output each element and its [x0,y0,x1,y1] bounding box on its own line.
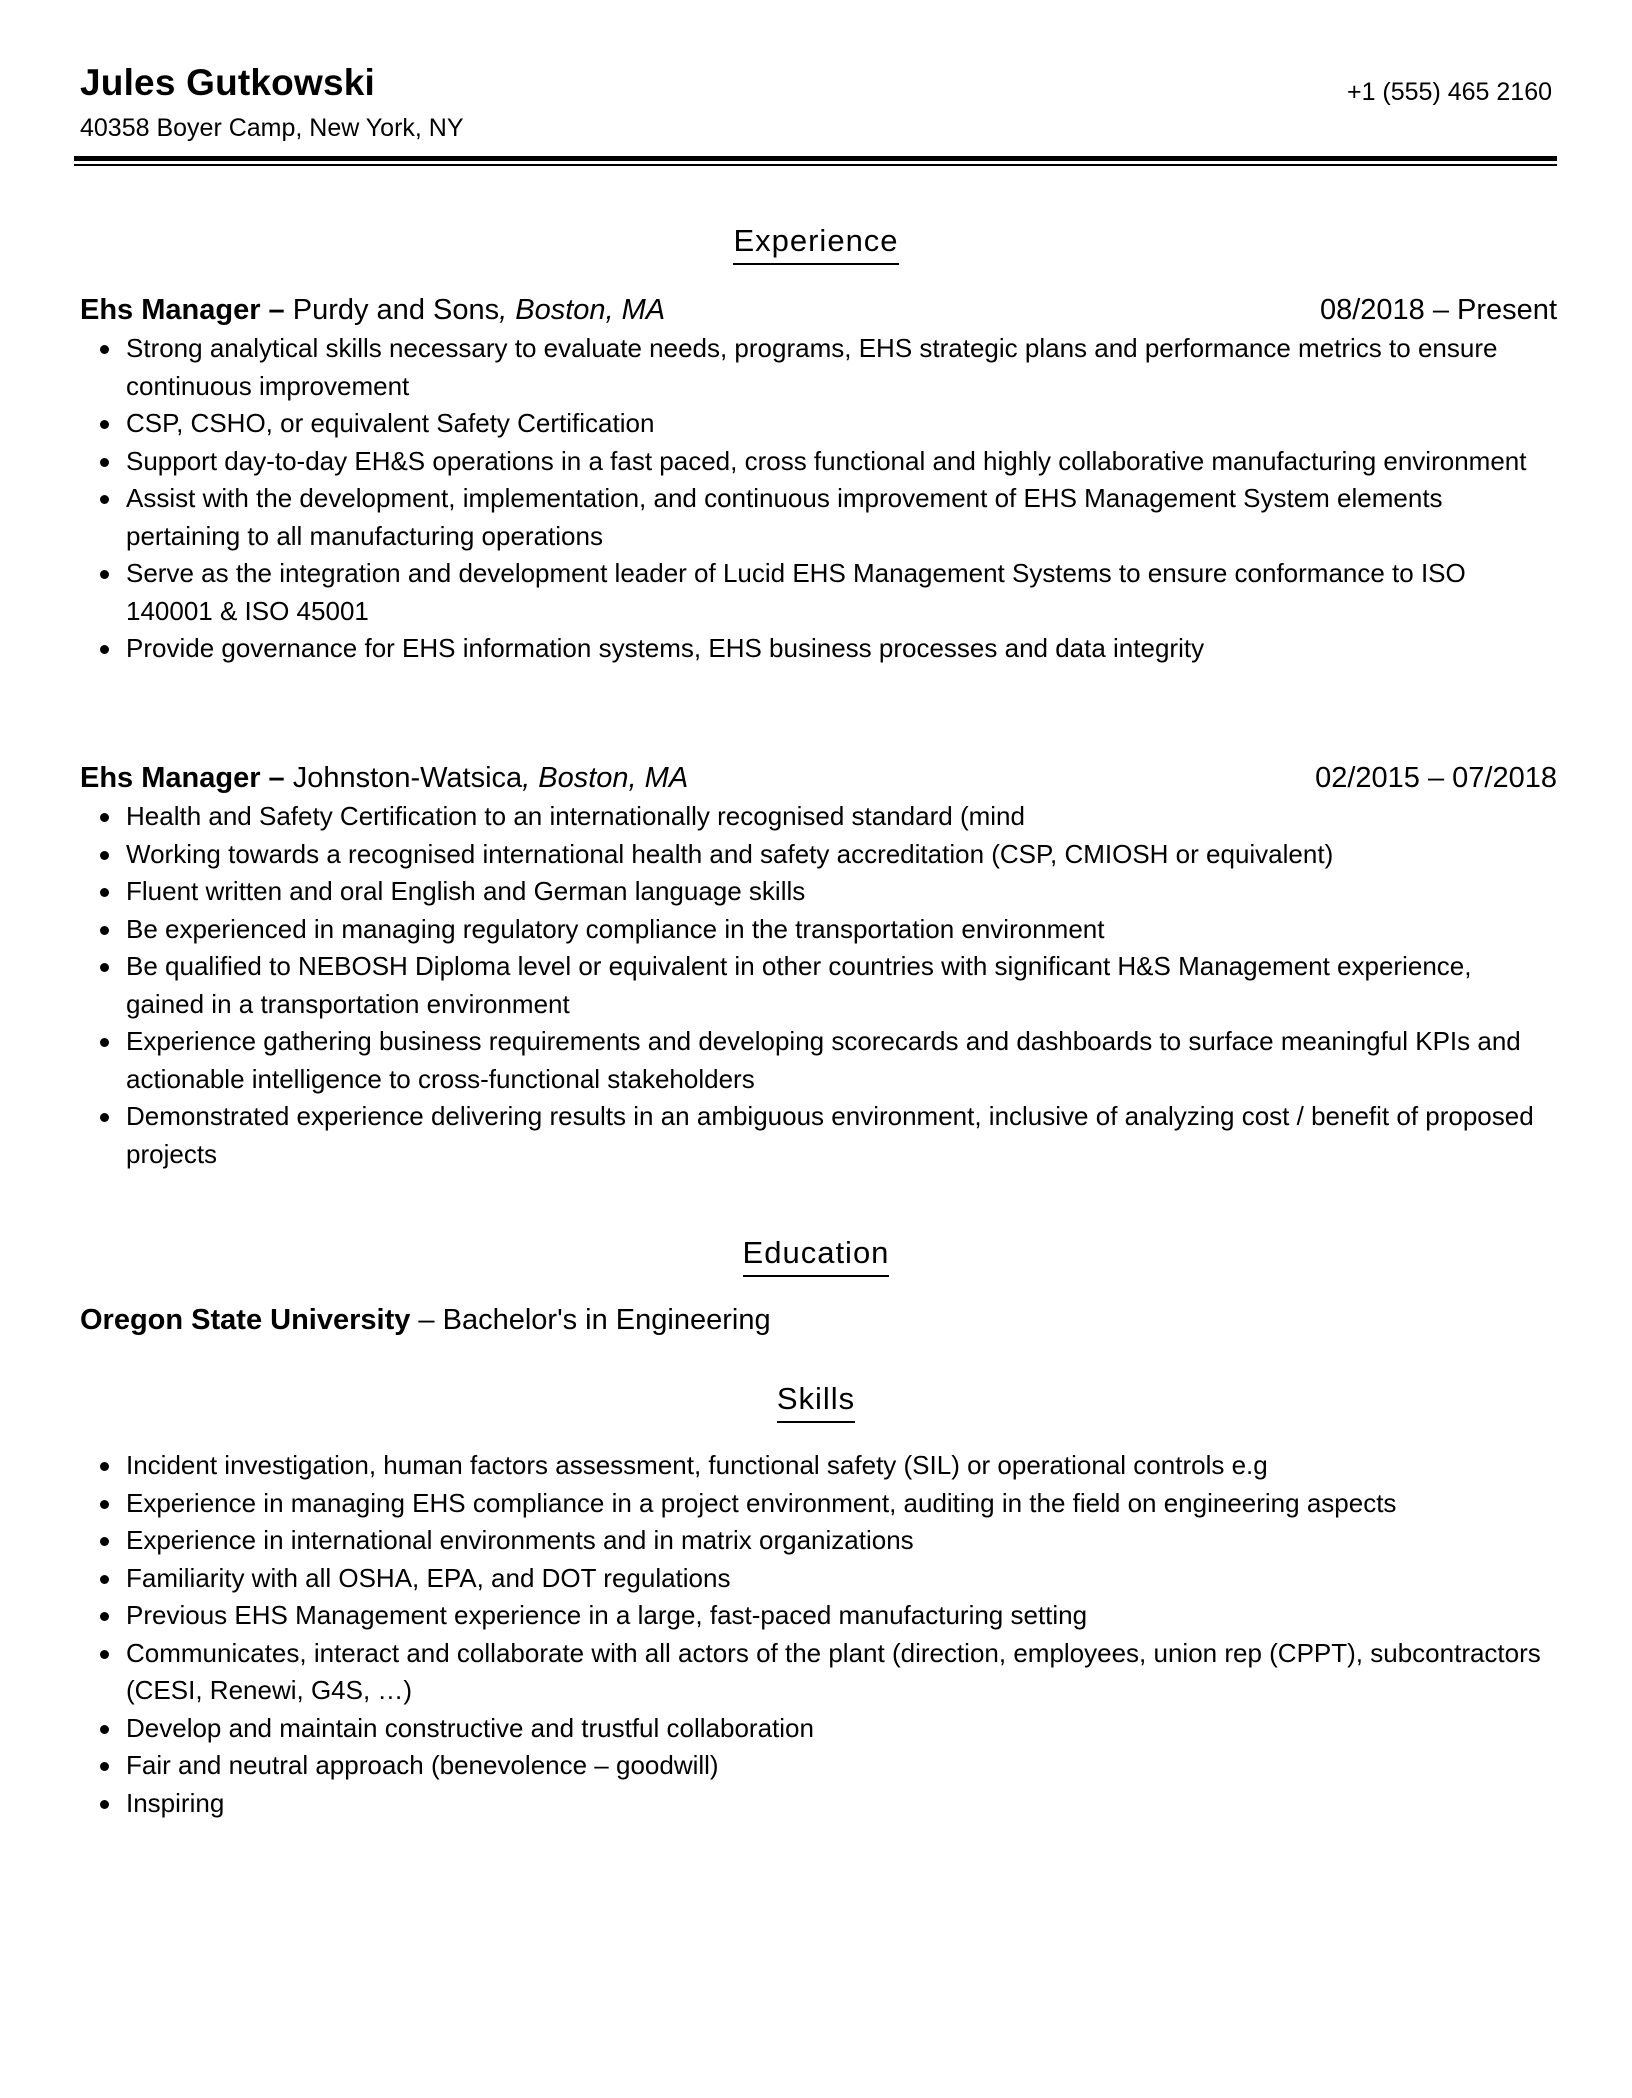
job-bullet: Fluent written and oral English and German language skills [80,873,1557,911]
job-bullet: Be qualified to NEBOSH Diploma level or equivalent in other countries with significant H&S Management experience, gained in a transportation environment [80,948,1557,1023]
skill-item: Incident investigation, human factors assessment, functional safety (SIL) or operational controls e.g [80,1447,1557,1485]
education-degree: – Bachelor's in Engineering [410,1304,771,1336]
job-company: Johnston-Watsica [284,762,523,794]
skills-heading: Skills [777,1379,855,1423]
experience-heading: Experience [733,221,898,265]
job-location: , Boston, MA [499,294,666,326]
job-dates: 08/2018 – Present [1319,294,1557,326]
skill-item: Experience in international environments and in matrix organizations [80,1522,1557,1560]
header-divider-thick [74,156,1557,161]
job-header [80,290,1557,330]
job-title: Ehs Manager – [80,294,285,326]
candidate-address: 40358 Boyer Camp, New York, NY [80,114,464,142]
candidate-name: Jules Gutkowski [80,62,375,103]
skill-item: Develop and maintain constructive and trustful collaboration [80,1710,1557,1748]
job-bullet: Working towards a recognised international health and safety accreditation (CSP, CMIOSH or equivalent) [80,836,1557,874]
education-school: Oregon State University [80,1304,411,1336]
job-bullet: Demonstrated experience delivering results in an ambiguous environment, inclusive of analyzing cost / benefit of proposed projects [80,1098,1557,1173]
job-dates: 02/2015 – 07/2018 [1315,762,1557,794]
candidate-phone: +1 (555) 465 2160 [1346,78,1552,106]
skill-item: Fair and neutral approach (benevolence – goodwill) [80,1747,1557,1785]
education-heading: Education [743,1233,890,1277]
resume-header [80,60,1552,150]
job-company: Purdy and Sons [284,294,500,326]
skills-bullet-list [80,1447,1557,1822]
skills-heading-wrap [0,1379,1632,1423]
skill-item: Communicates, interact and collaborate with all actors of the plant (direction, employees, union rep (CPPT), subcontractors (CESI, Renewi, G4S, …) [80,1635,1557,1710]
job-bullet: Experience gathering business requirements and developing scorecards and dashboards to surface meaningful KPIs and actionable intelligence to cross-functional stakeholders [80,1023,1557,1098]
skill-item: Previous EHS Management experience in a large, fast-paced manufacturing setting [80,1597,1557,1635]
job-bullet: Strong analytical skills necessary to evaluate needs, programs, EHS strategic plans and performance metrics to ensure continuous improvement [80,330,1557,405]
job-bullet: Be experienced in managing regulatory compliance in the transportation environment [80,911,1557,949]
job-location: , Boston, MA [522,762,689,794]
job-bullet: Provide governance for EHS information systems, EHS business processes and data integrity [80,630,1557,668]
skill-item: Experience in managing EHS compliance in a project environment, auditing in the field on engineering aspects [80,1485,1557,1523]
skills-list-wrap [80,1447,1557,1822]
skill-item: Familiarity with all OSHA, EPA, and DOT regulations [80,1560,1557,1598]
job-bullet-list [80,330,1557,668]
header-divider-thin [74,164,1557,166]
job-bullet-list [80,798,1557,1173]
job-entry [80,758,1557,1173]
job-header [80,758,1557,798]
education-entry [80,1300,771,1340]
job-bullet: CSP, CSHO, or equivalent Safety Certification [80,405,1557,443]
job-title: Ehs Manager – [80,762,285,794]
skill-item: Inspiring [80,1785,1557,1823]
job-entry [80,290,1557,668]
job-bullet: Support day-to-day EH&S operations in a fast paced, cross functional and highly collaborative manufacturing environment [80,443,1557,481]
education-heading-wrap [0,1233,1632,1277]
experience-heading-wrap [0,221,1632,265]
job-bullet: Health and Safety Certification to an internationally recognised standard (mind [80,798,1557,836]
job-bullet: Assist with the development, implementation, and continuous improvement of EHS Management System elements pertaining to all manufacturing operations [80,480,1557,555]
job-bullet: Serve as the integration and development leader of Lucid EHS Management Systems to ensure conformance to ISO 140001 & ISO 45001 [80,555,1557,630]
